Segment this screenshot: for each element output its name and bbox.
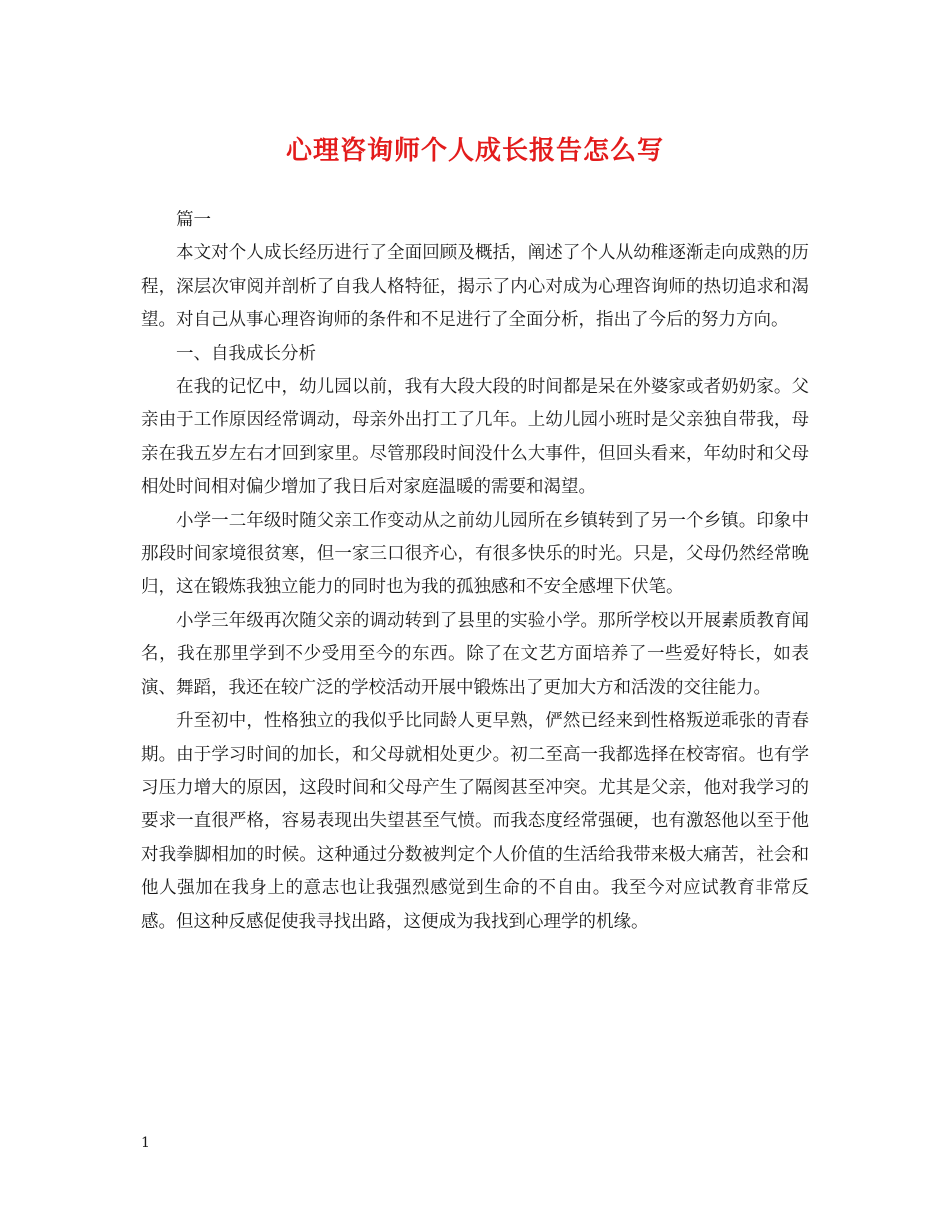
section-heading: 一、自我成长分析 (176, 343, 316, 364)
body-paragraph: 升至初中，性格独立的我似乎比同龄人更早熟，俨然已经来到性格叛逆乖张的青春期。由于学习时间的加长，和父母就相处更少。初二至高一我都选择在校寄宿。也有学习压力增大的原因，这段时间和父母产生了隔阂甚至冲突。尤其是父亲，他对我学习的要求一直很严格，容易表现出失望甚至气愤。而我态度经常强硬，也有激怒他以至于他对我拳脚相加的时候。这种通过分数被判定个人价值的生活给我带来极大痛苦，社会和他人强加在我身上的意志也让我强烈感觉到生命的不自由。我至今对应试教育非常反感。但这种反感促使我寻找出路，这便成为我找到心理学的机缘。 (141, 711, 809, 932)
body-paragraph: 在我的记忆中，幼儿园以前，我有大段大段的时间都是呆在外婆家或者奶奶家。父亲由于工作原因经常调动，母亲外出打工了几年。上幼儿园小班时是父亲独自带我，母亲在我五岁左右才回到家里。尽管那段时间没什么大事件，但回头看来，年幼时和父母相处时间相对偏少增加了我日后对家庭温暖的需要和渴望。 (141, 377, 809, 498)
abstract-paragraph: 本文对个人成长经历进行了全面回顾及概括，阐述了个人从幼稚逐渐走向成熟的历程，深层次审阅并剖析了自我人格特征，揭示了内心对成为心理咨询师的热切追求和渴望。对自己从事心理咨询师的条件和不足进行了全面分析，指出了今后的努力方向。 (141, 243, 809, 331)
document-title: 心理咨询师个人成长报告怎么写 (285, 136, 664, 166)
document-body (141, 204, 809, 939)
body-paragraph: 小学一二年级时随父亲工作变动从之前幼儿园所在乡镇转到了另一个乡镇。印象中那段时间家境很贫寒，但一家三口很齐心，有很多快乐的时光。只是，父母仍然经常晚归，这在锻炼我独立能力的同时也为我的孤独感和不安全感埋下伏笔。 (141, 510, 809, 598)
section-label: 篇一 (176, 210, 211, 230)
page-number: 1 (141, 1135, 150, 1151)
body-paragraph: 小学三年级再次随父亲的调动转到了县里的实验小学。那所学校以开展素质教育闻名，我在那里学到不少受用至今的东西。除了在文艺方面培养了一些爱好特长，如表演、舞蹈，我还在较广泛的学校活动开展中锻炼出了更加大方和活泼的交往能力。 (141, 610, 809, 698)
